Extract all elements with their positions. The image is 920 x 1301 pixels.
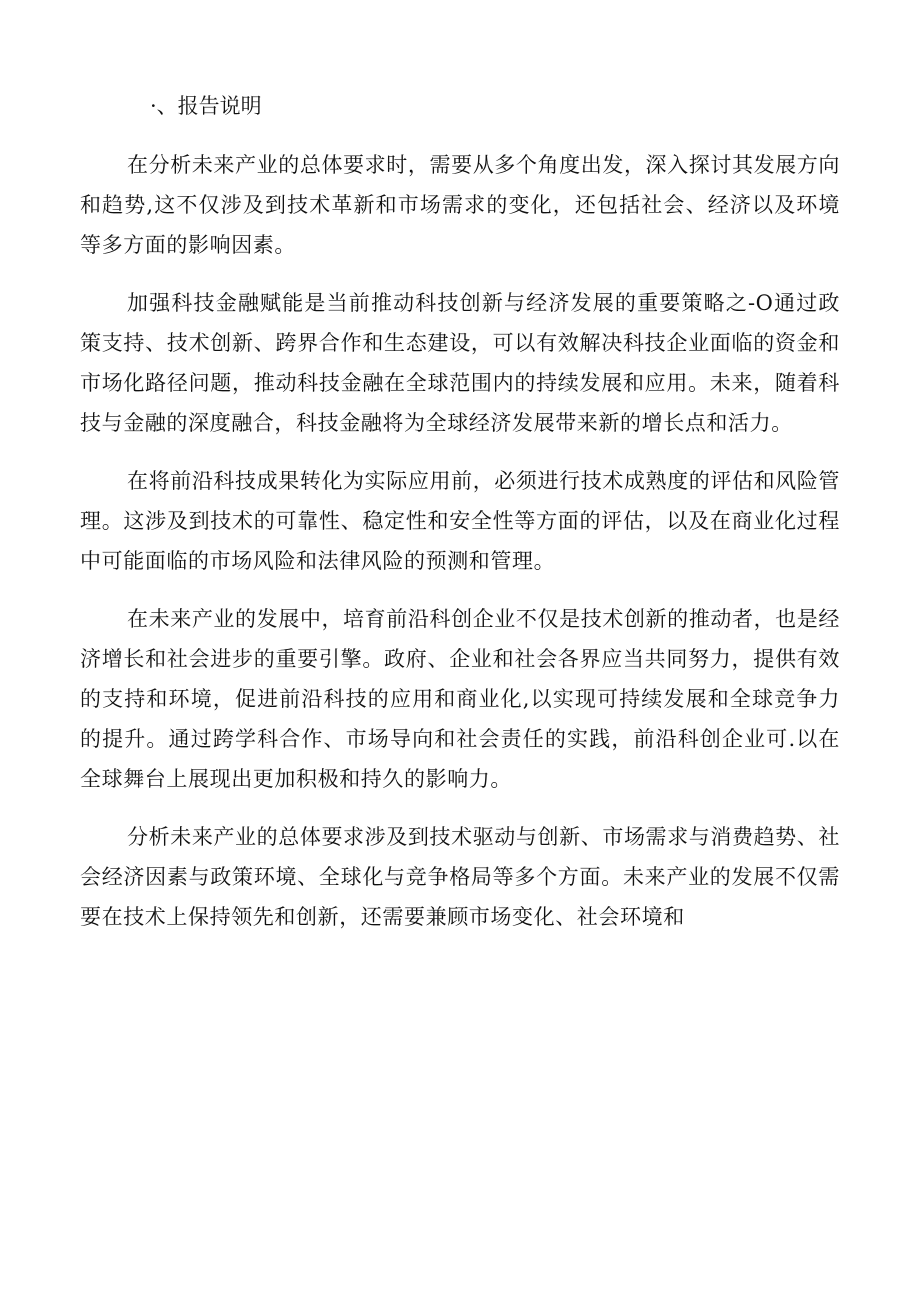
paragraph-summary: 分析未来产业的总体要求涉及到技术驱动与创新、市场需求与消费趋势、社会经济因素与政策环境、全球化与竞争格局等多个方面。未来产业的发展不仅需要在技术上保持领先和创新，还需要兼顾市场变化、社会环境和 [80,825,840,929]
document-body [80,145,840,955]
paragraph-frontier-enterprises: 在未来产业的发展中，培育前沿科创企业不仅是技术创新的推动者，也是经济增长和社会进步的重要引擎。政府、企业和社会各界应当共同努力，提供有效的支持和环境，促进前沿科技的应用和商业化,以实现可持续发展和全球竞争力的提升。通过跨学科合作、市场导向和社会责任的实践，前沿科创企业可.以在全球舞台上展现出更加积极和持久的影响力。 [80,607,840,791]
paragraph-tech-finance: 加强科技金融赋能是当前推动科技创新与经济发展的重要策略之-O通过政策支持、技术创新、跨界合作和生态建设，可以有效解决科技企业面临的资金和市场化路径问题，推动科技金融在全球范围内的持续发展和应用。未来，随着科技与金融的深度融合，科技金融将为全球经济发展带来新的增长点和活力。 [80,291,840,435]
paragraph-tech-maturity: 在将前沿科技成果转化为实际应用前，必须进行技术成熟度的评估和风险管理。这涉及到技术的可靠性、稳定性和安全性等方面的评估，以及在商业化过程中可能面临的市场风险和法律风险的预测和管理。 [80,469,840,573]
paragraph-overall-requirements: 在分析未来产业的总体要求时，需要从多个角度出发，深入探讨其发展方向和趋势,这不仅涉及到技术革新和市场需求的变化，还包括社会、经济以及环境等多方面的影响因素。 [80,153,840,257]
section-heading: ·、报告说明 [150,94,262,118]
